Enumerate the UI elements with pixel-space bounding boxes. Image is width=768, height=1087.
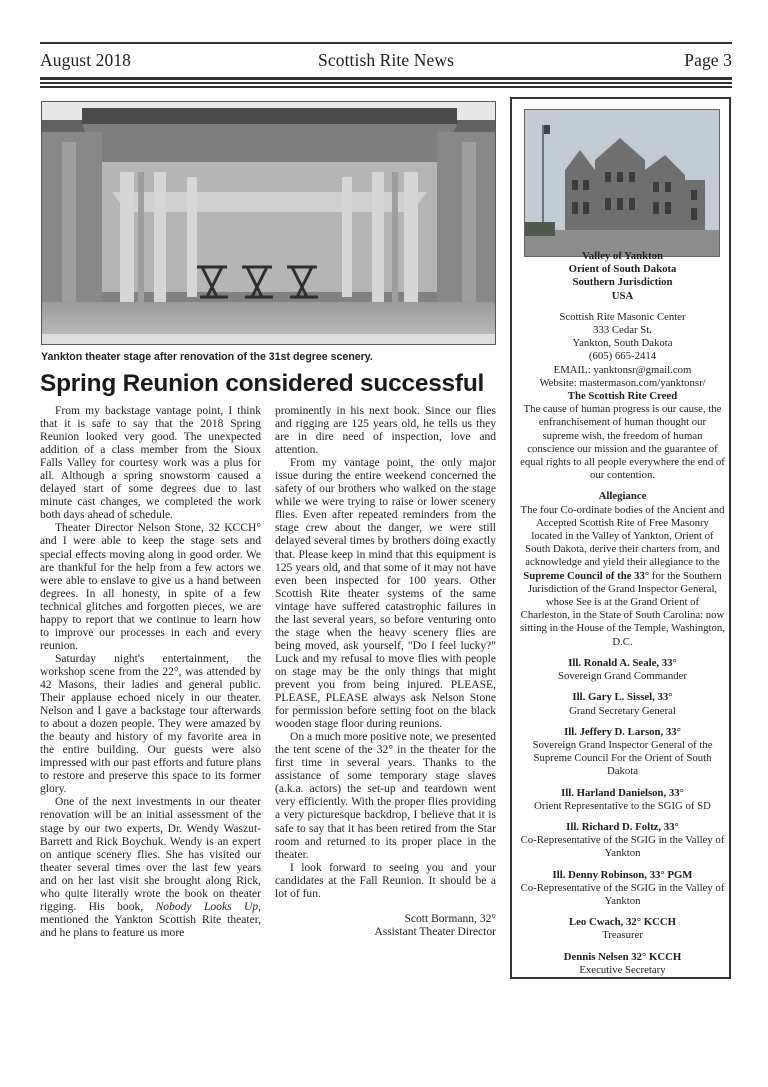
author-title: Assistant Theater Director [374, 926, 496, 939]
officer-title: Sovereign Grand Inspector General of the Supreme Council For the Orient of South Dakota [532, 738, 713, 778]
book-title: Nobody Looks Up [155, 900, 259, 913]
allegiance-text-end: for the Southern Jurisdiction of the Grand Inspector General, whose See is at the Grand Orient of Charleston, in the State of South Carolina: now sitting in the House of the Temple, Washington, D.C. [520, 569, 725, 648]
allegiance-text-start: The four Co-ordinate bodies of the Ancient and Accepted Scottish Rite of Free Masonry located in the Valley of Yankton, Orient of South Dakota, derive their charters from, and acknowledge and yield their allegiance to the [520, 503, 725, 569]
officer-entry [520, 657, 725, 683]
allegiance-text [520, 504, 725, 649]
masonic-center-photo [524, 109, 720, 257]
header-top-rule [40, 42, 732, 44]
officer-title: Executive Secretary [579, 963, 666, 976]
officer-entry [520, 691, 725, 717]
article-text: One of the next investments in our theater renovation will be an initial assessment of the stage by our two experts, Dr. Wendy Waszut-Barrett and Rick Boychuk. Wendy is an expert on antique scenery flies. She has visited our theater several times over the last few years and on her last visit she brought along Rick, who quite literally wrote the book on theater rigging. His book, [40, 796, 261, 913]
issue-date: August 2018 [40, 50, 132, 70]
jurisdiction-line: Southern Jurisdiction [572, 276, 673, 289]
email-address: EMAIL: yanktonsr@gmail.com [553, 363, 692, 376]
address-block [520, 311, 725, 390]
officer-name: Ill. Denny Robinson, 33° PGM [552, 868, 693, 881]
author-signature [275, 913, 496, 940]
officer-title: Treasurer [602, 929, 643, 942]
officer-title: Grand Secretary General [569, 704, 676, 717]
center-name: Scottish Rite Masonic Center [559, 310, 686, 323]
phone-number: (605) 665-2414 [588, 350, 657, 363]
publication-title: Scottish Rite News [318, 50, 454, 70]
country-line: USA [611, 289, 634, 302]
city-state: Yankton, South Dakota [572, 337, 673, 350]
article-right-column [275, 405, 496, 939]
officer-title: Orient Representative to the SGIG of SD [534, 799, 711, 812]
page-number: Page 3 [684, 50, 732, 70]
supreme-council: Supreme Council of the 33° [523, 569, 650, 582]
article-paragraph: Theater Director Nelson Stone, 32 KCCH° and I were able to keep the stage sets and special effects moving along in good order. We are thankful for the help from a few actors we were able to enslave to give us a hand between degrees. In all honesty, in spite of a few technical glitches and forgotten pieces, we are happy to report that we continue to learn how to improve our processes in each and every reunion. [40, 522, 261, 652]
officer-name: Ill. Richard D. Foltz, 33° [566, 820, 679, 833]
website-url: Website: mastermason.com/yanktonsr/ [539, 376, 706, 389]
valley-line: Valley of Yankton [581, 250, 664, 262]
officer-entry [520, 726, 725, 779]
officer-entry [520, 951, 725, 977]
article-paragraph: Saturday night's entertainment, the workshop scene from the 22°, was attended by 42 Masons, their ladies and general public. Their applause echoed nicely in our theater. Nelson and I gave a backstage tour afterwards to about a dozen people. They were amazed by the beauty and history of my favorite area in the entire building. Our guests were also impressed with our past efforts and future plans to restore and preserve this space to its former glory. [40, 652, 261, 796]
article-paragraph: From my backstage vantage point, I think that it is safe to say that the 2018 Spring Reunion looked very good. The unexpected addition of a class member from the Sioux Falls Valley for courtesy work was a plus for all. Although a spring snowstorm caused a delayed start of some degrees due to last minute cast changes, we completed the work both days ahead of schedule. [40, 405, 261, 522]
officer-name: Ill. Jeffery D. Larson, 33° [564, 725, 681, 738]
photo-caption: Yankton theater stage after renovation of the 31st degree scenery. [41, 351, 373, 363]
street-address: 333 Cedar St. [593, 324, 652, 337]
sidebar-text [520, 250, 725, 977]
article-paragraph [40, 796, 261, 940]
officer-entry [520, 787, 725, 813]
officer-name: Ill. Gary L. Sissel, 33° [572, 691, 673, 704]
officer-entry [520, 821, 725, 861]
officer-name: Ill. Ronald A. Seale, 33° [568, 656, 677, 669]
author-name: Scott Bormann, 32° [404, 912, 496, 925]
article-paragraph: I look forward to seeing you and your candidates at the Fall Reunion. It should be a lot of fun. [275, 861, 496, 900]
sidebar-box [510, 97, 731, 979]
officer-title: Sovereign Grand Commander [558, 670, 687, 683]
officer-entry [520, 869, 725, 909]
header-rule-1 [40, 77, 732, 80]
officer-title: Co-Representative of the SGIG in the Valley of Yankton [520, 834, 725, 860]
officer-entry [520, 916, 725, 942]
article-paragraph: From my vantage point, the only major issue during the entire weekend concerned the safety of our brothers who walked on the stage while we were trying to raise or lower scenery flies. Even after repeated reminders from the stage crew about the danger, we were still delayed several times by brothers doing exactly that. Please keep in mind that this equipment is 125 years old, and that some of it may not have even been inspected for 100 years. Other Scottish Rite theater systems of the same vintage have suffered catastrophic failures in the last several years, so before venturing onto the stage when the heavy scenery flies are being moved, ask yourself, "Do I feel lucky?" Luck and my refusal to move flies with people on stage may be the only things that might prevent you from being injured. PLEASE, PLEASE, PLEASE always ask Nelson Stone for permission before setting foot on the black wooden stage floor during reunions. [275, 457, 496, 731]
article-paragraph: prominently in his next book. Since our flies and rigging are 125 years old, he tells us they are in dire need of inspection, love and attention. [275, 405, 496, 457]
article-left-column [40, 405, 261, 940]
orient-line: Orient of South Dakota [568, 263, 677, 276]
officer-name: Dennis Nelsen 32° KCCH [563, 950, 682, 963]
officer-name: Ill. Harland Danielson, 33° [561, 786, 684, 799]
officer-title: Co-Representative of the SGIG in the Valley of Yankton [520, 881, 725, 907]
creed-text: The cause of human progress is our cause, the enfranchisement of human thought our supreme wish, the freedom of human conscience our mission and the guarantee of equal rights to all people everywhere the end of our contention. [520, 403, 725, 482]
article-paragraph: On a much more positive note, we presented the tent scene of the 32° in the theater for the first time in several years. Thanks to the assistance of some temporary stage slaves (a.k.a. actors) the set-up and teardown went very efficiently. With the proper flies providing a very picturesque backdrop, I believe that it is safe to say that it has been retired from the Star room and returned to its proper place in the theater. [275, 731, 496, 861]
article-headline: Spring Reunion considered successful [40, 370, 485, 397]
theater-stage-photo [41, 101, 496, 345]
article-text: , mentioned the Yankton Scottish Rite theater, and he plans to feature us more [40, 900, 261, 939]
officer-name: Leo Cwach, 32° KCCH [568, 916, 677, 929]
header-rule-3 [40, 86, 732, 88]
allegiance-title: Allegiance [598, 490, 647, 503]
creed-title: The Scottish Rite Creed [567, 390, 678, 403]
header-rule-2 [40, 82, 732, 84]
